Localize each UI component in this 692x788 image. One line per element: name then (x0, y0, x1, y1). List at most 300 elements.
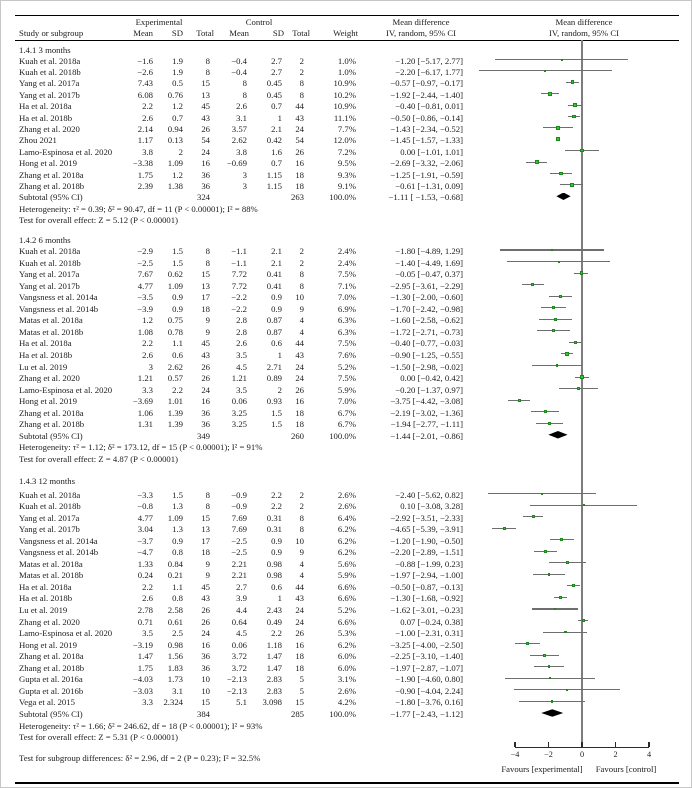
exp-total: 18 (201, 303, 210, 314)
exp-mean: 1.2 (142, 315, 153, 326)
effect-marker (549, 677, 551, 679)
exp-mean: 3.8 (142, 146, 153, 157)
effect-marker (541, 493, 543, 495)
exp-mean: 2.78 (137, 605, 153, 615)
exp-sd: 0.75 (167, 315, 183, 326)
ctrl-total: 43 (295, 349, 304, 360)
ci-text: −4.65 [−5.39, −3.91] (390, 524, 463, 535)
ctrl-total: 24 (295, 616, 304, 627)
study-name: Zhang et al. 2020 (19, 123, 80, 134)
ctrl-sd: 0.45 (266, 78, 282, 89)
ctrl-total: 16 (295, 396, 304, 407)
ctrl-mean: −0.9 (231, 501, 247, 512)
exp-total: 8 (205, 55, 210, 66)
exp-mean: −2.9 (137, 246, 153, 256)
exp-total: 54 (201, 135, 210, 146)
weight: 7.1% (337, 280, 356, 291)
ci-text: 0.07 [−0.24, 0.38] (400, 616, 463, 627)
ctrl-mean: 5.1 (236, 697, 247, 708)
ctrl-total: 43 (295, 593, 304, 604)
exp-sd: 2 (178, 146, 183, 157)
ctrl-total: 8 (299, 89, 304, 100)
ctrl-mean: 3.5 (236, 349, 247, 360)
ctrl-total: 8 (299, 512, 304, 523)
subgroup-title: 1.4.1 3 months (19, 45, 71, 55)
ctrl-sd: 0.41 (266, 269, 282, 280)
weight: 6.0% (337, 662, 356, 673)
subtotal-label: Subtotal (95% CI) (19, 708, 83, 719)
ctrl-total: 26 (295, 628, 304, 639)
overall-effect-text: Test for overall effect: Z = 5.31 (P < 0.00001) (19, 732, 179, 743)
study-name: Yang et al. 2017a (19, 512, 80, 523)
effect-marker (561, 59, 563, 61)
ctrl-total: 16 (295, 639, 304, 650)
ctrl-sd: 2.1 (271, 246, 282, 256)
ci-text: 0.10 [−3.08, 3.28] (400, 501, 463, 512)
exp-sd: 1.9 (172, 55, 183, 66)
ctrl-total: 44 (295, 101, 304, 112)
exp-mean: 1.21 (137, 373, 153, 384)
study-name: Lamo-Espinosa et al. 2020 (19, 146, 113, 157)
ctrl-mean: 3.9 (236, 593, 247, 604)
ctrl-mean: 3 (242, 180, 247, 191)
weight: 2.4% (337, 257, 356, 268)
ctrl-sd: 2 (277, 384, 282, 395)
effect-marker (560, 538, 563, 541)
weight: 7.5% (337, 338, 356, 349)
ci-text: −1.92 [−2.44, −1.40] (390, 89, 463, 100)
exp-sd: 0.9 (172, 292, 183, 303)
exp-mean: 2.2 (142, 101, 153, 112)
effect-marker (556, 137, 560, 141)
effect-marker (565, 352, 568, 355)
exp-mean: −3.7 (137, 535, 153, 546)
study-name: Matas et al. 2018b (19, 570, 84, 581)
exp-sd: 1.1 (172, 581, 183, 592)
study-name: Vangsness et al. 2014a (19, 292, 98, 303)
study-name: Kuah et al. 2018b (19, 66, 81, 77)
plot-layer (1, 1, 692, 788)
ctrl-mean: 2.21 (231, 558, 247, 569)
exp-mean: 7.67 (137, 269, 153, 280)
effect-marker (572, 584, 575, 587)
exp-mean: 2.2 (142, 338, 153, 349)
study-name: Kuah et al. 2018a (19, 489, 81, 500)
header-exp-sd: SD (171, 27, 183, 38)
exp-sd: 1.73 (167, 674, 183, 685)
exp-total: 10 (201, 674, 210, 685)
weight: 5.2% (337, 605, 356, 615)
subtotal-ci-text: −1.44 [−2.01, −0.86] (390, 430, 463, 441)
subtotal-exp-total: 324 (196, 192, 210, 203)
ctrl-mean: 0.06 (231, 639, 247, 650)
exp-mean: 1.47 (137, 651, 153, 662)
exp-sd: 1.2 (172, 169, 183, 180)
exp-mean: 4.77 (137, 512, 153, 523)
ctrl-mean: 3.57 (231, 123, 247, 134)
exp-total: 24 (201, 628, 210, 639)
ci-text: 0.00 [−0.42, 0.42] (400, 373, 463, 384)
exp-total: 8 (205, 489, 210, 500)
effect-marker (582, 619, 585, 622)
ctrl-total: 18 (295, 419, 304, 430)
effect-marker (544, 550, 547, 553)
weight: 10.9% (333, 101, 356, 112)
exp-mean: −3.03 (132, 685, 153, 696)
ci-text: −1.97 [−2.94, −1.00] (390, 570, 463, 581)
exp-sd: 1.09 (167, 158, 183, 169)
exp-total: 43 (201, 593, 210, 604)
exp-mean: −4.7 (137, 547, 153, 558)
exp-mean: 6.08 (137, 89, 153, 100)
effect-marker (551, 700, 553, 702)
weight: 6.4% (337, 512, 356, 523)
exp-sd: 0.61 (167, 616, 183, 627)
ctrl-sd: 2.2 (271, 628, 282, 639)
ctrl-total: 18 (295, 662, 304, 673)
exp-sd: 0.8 (172, 593, 183, 604)
exp-sd: 1.56 (167, 651, 183, 662)
ctrl-sd: 0.31 (266, 524, 282, 535)
exp-sd: 0.78 (167, 326, 183, 337)
study-name: Yang et al. 2017b (19, 89, 80, 100)
weight: 6.7% (337, 419, 356, 430)
exp-sd: 0.98 (167, 639, 183, 650)
exp-mean: 3 (148, 361, 153, 372)
ctrl-sd: 1 (277, 593, 282, 604)
axis-line (515, 747, 649, 748)
subtotal-weight: 100.0% (329, 430, 356, 441)
header-method-left: IV, random, 95% CI (385, 27, 457, 38)
header-exp-mean: Mean (133, 27, 153, 38)
weight: 5.3% (337, 628, 356, 639)
weight: 7.5% (337, 269, 356, 280)
exp-sd: 0.94 (167, 123, 183, 134)
ctrl-total: 54 (295, 135, 304, 146)
exp-sd: 1.09 (167, 280, 183, 291)
axis-tick-label: −4 (510, 750, 520, 759)
axis-tick-label: 0 (579, 750, 585, 759)
study-name: Zhang et al. 2018b (19, 180, 85, 191)
ctrl-mean: 2.6 (236, 338, 247, 349)
subgroup-title: 1.4.2 6 months (19, 234, 71, 245)
ci-text: −0.61 [−1.31, 0.09] (395, 180, 463, 191)
weight: 1.0% (337, 66, 356, 77)
exp-mean: 2.6 (142, 349, 153, 360)
exp-total: 36 (201, 169, 210, 180)
ctrl-sd: 2.83 (266, 685, 282, 696)
ci-text: −1.45 [−1.57, −1.33] (390, 135, 463, 146)
ctrl-total: 10 (295, 535, 304, 546)
study-name: Zhang et al. 2018b (19, 662, 85, 673)
ctrl-sd: 1.15 (266, 169, 282, 180)
header-ctrl-mean: Mean (229, 27, 249, 38)
ctrl-sd: 0.87 (266, 326, 282, 337)
ci-text: −1.62 [−3.01, −0.23] (390, 605, 463, 615)
weight: 5.2% (337, 361, 356, 372)
study-name: Vangsness et al. 2014b (19, 547, 99, 558)
ctrl-sd: 2.2 (271, 501, 282, 512)
exp-total: 17 (201, 292, 210, 303)
ctrl-sd: 2.7 (271, 55, 282, 66)
exp-total: 9 (205, 326, 210, 337)
axis-tick (581, 742, 582, 747)
weight: 6.7% (337, 407, 356, 418)
study-name: Gupta et al. 2016b (19, 685, 84, 696)
effect-marker (552, 329, 555, 332)
ctrl-total: 8 (299, 269, 304, 280)
weight: 5.9% (337, 570, 356, 581)
header-weight: Weight (333, 27, 358, 38)
ctrl-mean: 3.25 (231, 419, 247, 430)
exp-total: 24 (201, 146, 210, 157)
subtotal-diamond (541, 709, 563, 717)
exp-total: 36 (201, 407, 210, 418)
ci-text: −0.50 [−0.87, −0.13] (390, 581, 463, 592)
exp-sd: 1.2 (172, 101, 183, 112)
weight: 2.6% (337, 685, 356, 696)
ctrl-mean: 7.69 (231, 524, 247, 535)
ctrl-total: 16 (295, 158, 304, 169)
study-name: Lamo-Espinosa et al. 2020 (19, 628, 113, 639)
ctrl-total: 24 (295, 361, 304, 372)
exp-sd: 1.5 (172, 489, 183, 500)
effect-marker (556, 126, 559, 129)
study-name: Yang et al. 2017a (19, 78, 80, 89)
exp-total: 45 (201, 338, 210, 349)
ctrl-total: 18 (295, 180, 304, 191)
exp-mean: −3.5 (137, 292, 153, 303)
weight: 6.6% (337, 616, 356, 627)
exp-mean: 3.3 (142, 384, 153, 395)
ci-text: −3.25 [−4.00, −2.50] (390, 639, 463, 650)
exp-sd: 2.2 (172, 384, 183, 395)
ctrl-total: 18 (295, 169, 304, 180)
axis-tick (648, 742, 649, 747)
exp-sd: 0.76 (167, 89, 183, 100)
ctrl-total: 24 (295, 373, 304, 384)
ci-text: −1.20 [−1.90, −0.50] (390, 535, 463, 546)
axis-tick (548, 742, 549, 747)
ctrl-mean: 3.8 (236, 146, 247, 157)
ctrl-sd: 3.098 (262, 697, 282, 708)
ctrl-total: 44 (295, 338, 304, 349)
ctrl-mean: −1.1 (231, 257, 247, 268)
exp-sd: 0.13 (167, 135, 183, 146)
ci-text: −2.92 [−3.51, −2.33] (390, 512, 463, 523)
ctrl-total: 2 (299, 489, 304, 500)
axis-tick (514, 742, 515, 747)
ci-text: −3.75 [−4.42, −3.08] (390, 396, 463, 407)
effect-marker (572, 115, 576, 119)
ctrl-total: 43 (295, 112, 304, 123)
exp-total: 26 (201, 605, 210, 615)
ci-text: −1.70 [−2.42, −0.98] (390, 303, 463, 314)
overall-effect-text: Test for overall effect: Z = 5.12 (P < 0.00001) (19, 215, 179, 226)
ctrl-sd: 0.9 (271, 303, 282, 314)
study-name: Lamo-Espinosa et al. 2020 (19, 384, 113, 395)
ci-text: −1.97 [−2.87, −1.07] (390, 662, 463, 673)
exp-mean: 2.6 (142, 593, 153, 604)
exp-mean: 1.06 (137, 407, 153, 418)
exp-total: 9 (205, 315, 210, 326)
study-name: Ha et al. 2018a (19, 581, 72, 592)
exp-mean: 7.43 (137, 78, 153, 89)
weight: 3.1% (337, 674, 356, 685)
study-name: Zhang et al. 2018a (19, 651, 84, 662)
exp-total: 36 (201, 651, 210, 662)
header-method-right: IV, random, 95% CI (548, 27, 620, 38)
exp-sd: 1.83 (167, 662, 183, 673)
exp-total: 45 (201, 581, 210, 592)
effect-marker (554, 318, 557, 321)
weight: 10.2% (333, 89, 356, 100)
exp-mean: 2.2 (142, 581, 153, 592)
ctrl-mean: −0.9 (231, 489, 247, 500)
weight: 6.2% (337, 524, 356, 535)
ci-text: −2.19 [−3.02, −1.36] (390, 407, 463, 418)
ci-text: −0.40 [−0.81, 0.01] (395, 101, 463, 112)
exp-sd: 0.62 (167, 269, 183, 280)
ctrl-sd: 2.1 (271, 123, 282, 134)
exp-sd: 1.39 (167, 407, 183, 418)
exp-mean: 2.39 (137, 180, 153, 191)
favours-control-label: Favours [control] (595, 764, 657, 774)
subtotal-diamond (548, 431, 567, 439)
exp-total: 9 (205, 558, 210, 569)
axis-tick (615, 742, 616, 747)
exp-sd: 0.21 (167, 570, 183, 581)
exp-sd: 0.7 (172, 112, 183, 123)
ctrl-total: 8 (299, 78, 304, 89)
exp-total: 43 (201, 112, 210, 123)
ctrl-mean: 3.1 (236, 112, 247, 123)
exp-sd: 0.9 (172, 535, 183, 546)
ctrl-total: 10 (295, 292, 304, 303)
ci-text: −1.80 [−4.89, 1.29] (395, 246, 463, 256)
exp-sd: 1.5 (172, 257, 183, 268)
subtotal-weight: 100.0% (329, 192, 356, 203)
study-name: Matas et al. 2018a (19, 315, 83, 326)
ci-text: −0.40 [−0.77, −0.03] (390, 338, 463, 349)
exp-total: 13 (201, 280, 210, 291)
exp-total: 43 (201, 349, 210, 360)
weight: 9.3% (337, 169, 356, 180)
study-name: Ha et al. 2018a (19, 338, 72, 349)
ctrl-total: 2 (299, 55, 304, 66)
exp-sd: 1.09 (167, 512, 183, 523)
study-name: Vega et al. 2015 (19, 697, 75, 708)
ci-text: −0.90 [−1.25, −0.55] (390, 349, 463, 360)
effect-marker (503, 527, 506, 530)
study-name: Ha et al. 2018a (19, 101, 72, 112)
effect-marker (532, 515, 535, 518)
ctrl-mean: −2.5 (231, 547, 247, 558)
exp-mean: 4.77 (137, 280, 153, 291)
ci-text: −2.40 [−5.62, 0.82] (395, 489, 463, 500)
ctrl-mean: 4.5 (236, 628, 247, 639)
ctrl-total: 44 (295, 581, 304, 592)
study-name: Matas et al. 2018a (19, 558, 83, 569)
ctrl-mean: 3.25 (231, 407, 247, 418)
ctrl-total: 4 (299, 326, 304, 337)
ci-text: −1.30 [−2.00, −0.60] (390, 292, 463, 303)
exp-total: 13 (201, 524, 210, 535)
ctrl-mean: 0.06 (231, 396, 247, 407)
exp-mean: 3.04 (137, 524, 153, 535)
ctrl-sd: 0.9 (271, 535, 282, 546)
ctrl-sd: 2.2 (271, 489, 282, 500)
ctrl-mean: 7.72 (231, 280, 247, 291)
weight: 6.9% (337, 303, 356, 314)
ci-text: −1.50 [−2.98, −0.02] (390, 361, 463, 372)
ctrl-mean: −2.13 (226, 685, 247, 696)
favours-experimental-label: Favours [experimental] (501, 764, 583, 774)
study-name: Zhang et al. 2020 (19, 373, 80, 384)
effect-marker (559, 172, 563, 176)
ctrl-sd: 1 (277, 349, 282, 360)
exp-total: 10 (201, 685, 210, 696)
header-ctrl-sd: SD (272, 27, 284, 38)
weight: 6.2% (337, 547, 356, 558)
ctrl-sd: 0.49 (266, 616, 282, 627)
effect-marker (580, 375, 583, 378)
subtotal-label: Subtotal (95% CI) (19, 430, 83, 441)
effect-marker (531, 283, 534, 286)
effect-marker (548, 665, 551, 668)
ctrl-total: 5 (299, 674, 304, 685)
ctrl-sd: 0.7 (271, 101, 282, 112)
exp-mean: 1.08 (137, 326, 153, 337)
subtotal-label: Subtotal (95% CI) (19, 192, 83, 203)
weight: 2.6% (337, 501, 356, 512)
subtotal-ci-text: −1.11 [ −1.53, −0.68] (388, 192, 463, 203)
ctrl-sd: 0.87 (266, 315, 282, 326)
ctrl-total: 2 (299, 257, 304, 268)
effect-marker (554, 608, 557, 611)
exp-sd: 1.01 (167, 396, 183, 407)
subtotal-ci-text: −1.77 [−2.43, −1.12] (390, 708, 463, 719)
ctrl-sd: 1.47 (266, 662, 282, 673)
ctrl-mean: 3.5 (236, 384, 247, 395)
ctrl-sd: 1.5 (271, 407, 282, 418)
ctrl-total: 4 (299, 558, 304, 569)
weight: 4.2% (337, 697, 356, 708)
exp-mean: 1.33 (137, 558, 153, 569)
ctrl-total: 2 (299, 66, 304, 77)
exp-sd: 0.5 (172, 78, 183, 89)
subtotal-weight: 100.0% (329, 708, 356, 719)
study-name: Kuah et al. 2018b (19, 501, 81, 512)
ctrl-sd: 0.9 (271, 292, 282, 303)
ctrl-mean: 4.4 (236, 605, 247, 615)
ctrl-sd: 0.42 (266, 135, 282, 146)
exp-total: 8 (205, 246, 210, 256)
ctrl-mean: −2.5 (231, 535, 247, 546)
ctrl-total: 8 (299, 280, 304, 291)
study-name: Zhang et al. 2018a (19, 407, 84, 418)
ctrl-mean: −2.2 (231, 303, 247, 314)
ctrl-total: 9 (299, 303, 304, 314)
exp-mean: 1.17 (137, 135, 153, 146)
ctrl-total: 2 (299, 246, 304, 256)
weight: 9.5% (337, 158, 356, 169)
effect-marker (548, 422, 551, 425)
exp-mean: 2.6 (142, 112, 153, 123)
effect-marker (566, 689, 568, 691)
ci-text: −0.50 [−0.86, −0.14] (390, 112, 463, 123)
subtotal-ctrl-total: 285 (290, 708, 304, 719)
